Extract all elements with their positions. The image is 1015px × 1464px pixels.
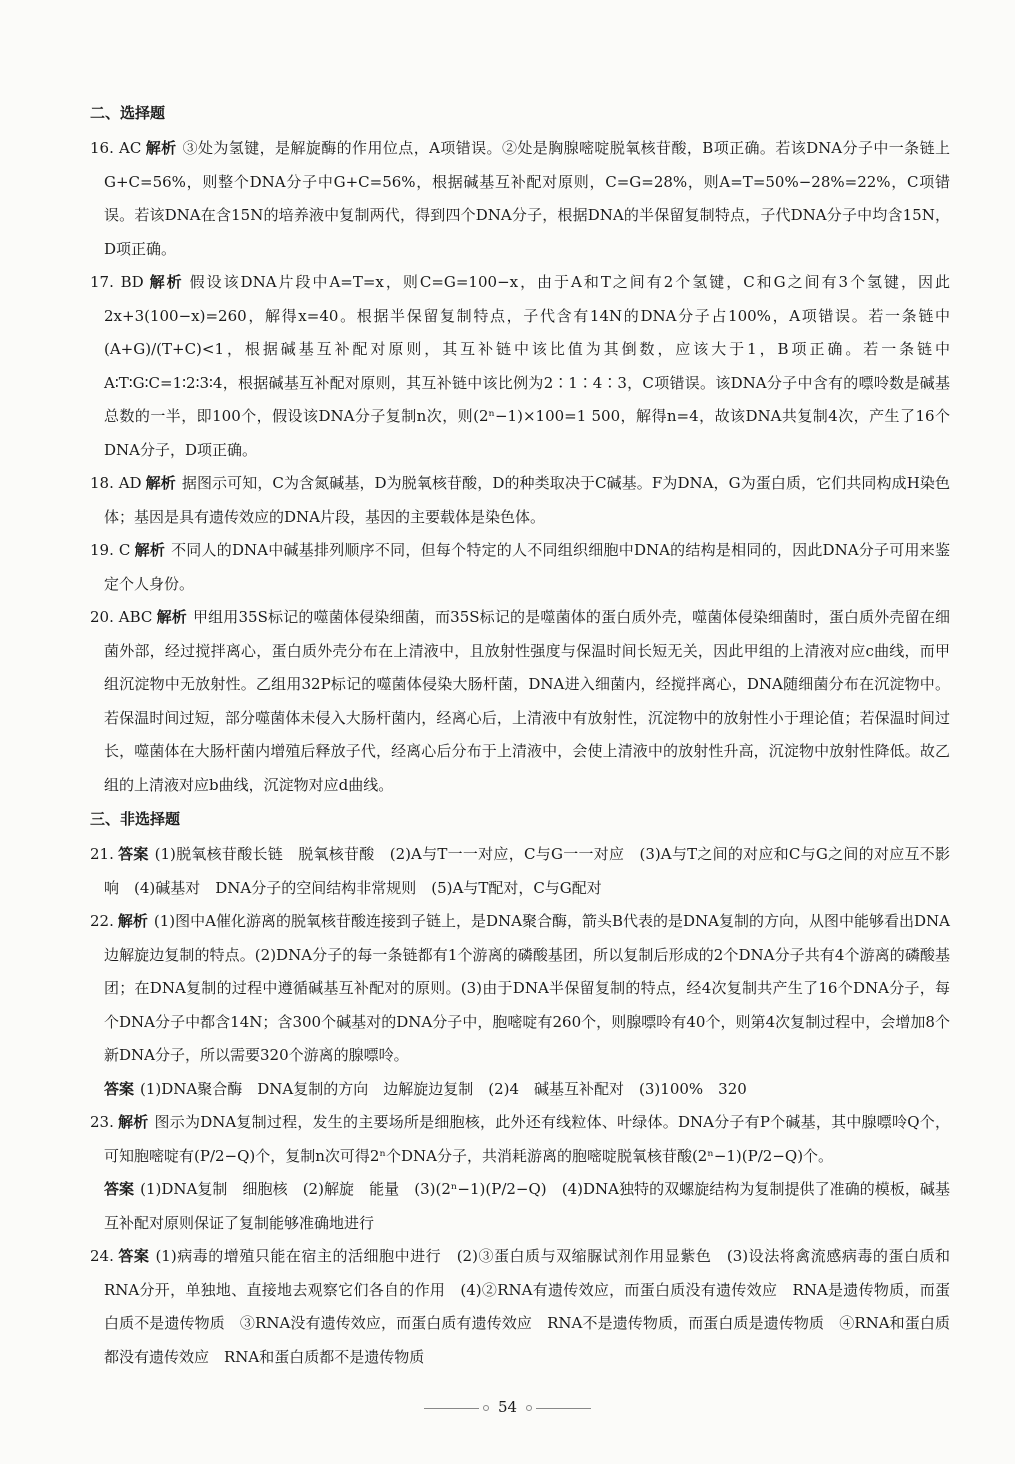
answer-text: (1)脱氧核苷酸长链 脱氧核苷酸 (2)A与T一一对应，C与G一一对应 (3)A与T之间的对应和C与G之间的对应互不影响 (4)碱基对 DNA分子的空间结构非常规则 (5)A与T配对，C与G配对 — [104, 845, 950, 897]
answer-number: 23. — [90, 1113, 114, 1131]
answer-number: 20. ABC — [90, 608, 153, 626]
answer-text: ③处为氢键，是解旋酶的作用位点，A项错误。②处是胸腺嘧啶脱氧核苷酸，B项正确。若该DNA分子中一条链上G+C=56%，则整个DNA分子中G+C=56%，根据碱基互补配对原则，C=G=28%，则A=T=50%−28%=22%，C项错误。若该DNA在含15N的培养液中复制两代，得到四个DNA分子，根据DNA的半保留复制特点，子代DNA分子中均含15N，D项正确。 — [104, 139, 950, 258]
answer-text: 不同人的DNA中碱基排列顺序不同，但每个特定的人不同组织细胞中DNA的结构是相同的，因此DNA分子可用来鉴定个人身份。 — [104, 541, 950, 593]
analysis-label: 解析 — [117, 912, 148, 930]
answer-number: 17. BD — [90, 273, 144, 291]
page-number: 54 — [497, 1398, 518, 1416]
answer-20 — [90, 601, 950, 802]
footer-dot-left — [483, 1405, 489, 1411]
answer-text: 据图示可知，C为含氮碱基，D为脱氧核苷酸，D的种类取决于C碱基。F为DNA，G为蛋白质，它们共同构成H染色体；基因是具有遗传效应的DNA片段，基因的主要载体是染色体。 — [104, 474, 950, 526]
analysis-label: 解析 — [147, 273, 184, 291]
answer-17 — [90, 266, 950, 467]
section-title-choice: 二、选择题 — [90, 104, 166, 122]
answer-text: 图示为DNA复制过程，发生的主要场所是细胞核，此外还有线粒体、叶绿体。DNA分子有P个碱基，其中腺嘌呤Q个，可知胞嘧啶有(P/2−Q)个，复制n次可得2ⁿ个DNA分子，共消耗游离的胞嘧啶脱氧核苷酸(2ⁿ−1)(P/2−Q)个。 — [104, 1113, 950, 1165]
analysis-label: 解析 — [145, 474, 176, 492]
answer-23-key — [90, 1173, 950, 1240]
answer-label: 答案 — [104, 1079, 135, 1098]
answer-number: 24. — [90, 1247, 114, 1265]
answer-number: 21. — [90, 845, 114, 863]
answer-19 — [90, 534, 950, 601]
footer-rule-right — [536, 1408, 591, 1409]
analysis-label: 解析 — [134, 541, 166, 559]
answer-label: 答案 — [117, 1247, 150, 1265]
answer-key-text: (1)DNA聚合酶 DNA复制的方向 边解旋边复制 (2)4 碱基互补配对 (3)100% 320 — [140, 1079, 747, 1098]
page-footer — [0, 1398, 1015, 1416]
answer-text: (1)病毒的增殖只能在宿主的活细胞中进行 (2)③蛋白质与双缩脲试剂作用显紫色 (3)设法将禽流感病毒的蛋白质和RNA分开，单独地、直接地去观察它们各自的作用 (4)②RNA有遗传效应，而蛋白质没有遗传效应 RNA是遗传物质，而蛋白质不是遗传物质 ③RNA没有遗传效应，而蛋白质有遗传效应 RNA不是遗传物质，而蛋白质是遗传物质 ④RNA和蛋白质都没有遗传效应 RNA和蛋白质都不是遗传物质 — [104, 1247, 950, 1366]
answer-key-text: (1)DNA复制 细胞核 (2)解旋 能量 (3)(2ⁿ−1)(P/2−Q) (4)DNA独特的双螺旋结构为复制提供了准确的模板，碱基互补配对原则保证了复制能够准确地进行 — [104, 1180, 950, 1232]
answer-content — [90, 100, 950, 1374]
analysis-label: 解析 — [117, 1113, 149, 1131]
analysis-label: 解析 — [156, 608, 187, 626]
answer-text: 甲组用35S标记的噬菌体侵染细菌，而35S标记的是噬菌体的蛋白质外壳，噬菌体侵染细菌时，蛋白质外壳留在细菌外部，经过搅拌离心，蛋白质外壳分布在上清液中，且放射性强度与保温时间长短无关，因此甲组的上清液对应c曲线，而甲组沉淀物中无放射性。乙组用32P标记的噬菌体侵染大肠杆菌，DNA进入细菌内，经搅拌离心，DNA随细菌分布在沉淀物中。若保温时间过短，部分噬菌体未侵入大肠杆菌内，经离心后，上清液中有放射性，沉淀物中的放射性小于理论值；若保温时间过长，噬菌体在大肠杆菌内增殖后释放子代，经离心后分布于上清液中，会使上清液中的放射性升高，沉淀物中放射性降低。故乙组的上清液对应b曲线，沉淀物对应d曲线。 — [104, 608, 950, 794]
footer-rule-left — [424, 1408, 479, 1409]
answer-23 — [90, 1106, 950, 1173]
answer-text: 假设该DNA片段中A=T=x，则C=G=100−x，由于A和T之间有2个氢键，C和G之间有3个氢键，因此2x+3(100−x)=260，解得x=40。根据半保留复制特点，子代含有14N的DNA分子占100%，A项错误。若一条链中(A+G)/(T+C)<1，根据碱基互补配对原则，其互补链中该比值为其倒数，应该大于1，B项正确。若一条链中A∶T∶G∶C=1∶2∶3∶4，根据碱基互补配对原则，其互补链中该比例为2∶1∶4∶3，C项错误。该DNA分子中含有的嘌呤数是碱基总数的一半，即100个，假设该DNA分子复制n次，则(2ⁿ−1)×100=1 500，解得n=4，故该DNA共复制4次，产生了16个DNA分子，D项正确。 — [104, 273, 950, 459]
answer-24 — [90, 1240, 950, 1374]
answer-label: 答案 — [104, 1180, 135, 1198]
answer-number: 16. AC — [90, 139, 142, 157]
analysis-label: 解析 — [145, 139, 177, 157]
answer-label: 答案 — [117, 845, 149, 863]
footer-dot-right — [526, 1405, 532, 1411]
answer-21 — [90, 838, 950, 905]
answer-text: (1)图中A催化游离的脱氧核苷酸连接到子链上，是DNA聚合酶，箭头B代表的是DNA复制的方向，从图中能够看出DNA边解旋边复制的特点。(2)DNA分子的每一条链都有1个游离的磷酸基团，所以复制后形成的2个DNA分子共有4个游离的磷酸基团；在DNA复制的过程中遵循碱基互补配对的原则。(3)由于DNA半保留复制的特点，经4次复制共产生了16个DNA分子，每个DNA分子中都含14N；含300个碱基对的DNA分子中，胞嘧啶有260个，则腺嘌呤有40个，则第4次复制过程中，会增加8个新DNA分子，所以需要320个游离的腺嘌呤。 — [104, 912, 950, 1064]
answer-18 — [90, 467, 950, 534]
answer-22 — [90, 905, 950, 1073]
answer-16 — [90, 132, 950, 266]
answer-number: 19. C — [90, 541, 131, 559]
answer-number: 18. AD — [90, 474, 142, 492]
answer-22-key — [90, 1073, 950, 1107]
answer-number: 22. — [90, 912, 114, 930]
section-title-nonchoice: 三、非选择题 — [90, 810, 181, 828]
